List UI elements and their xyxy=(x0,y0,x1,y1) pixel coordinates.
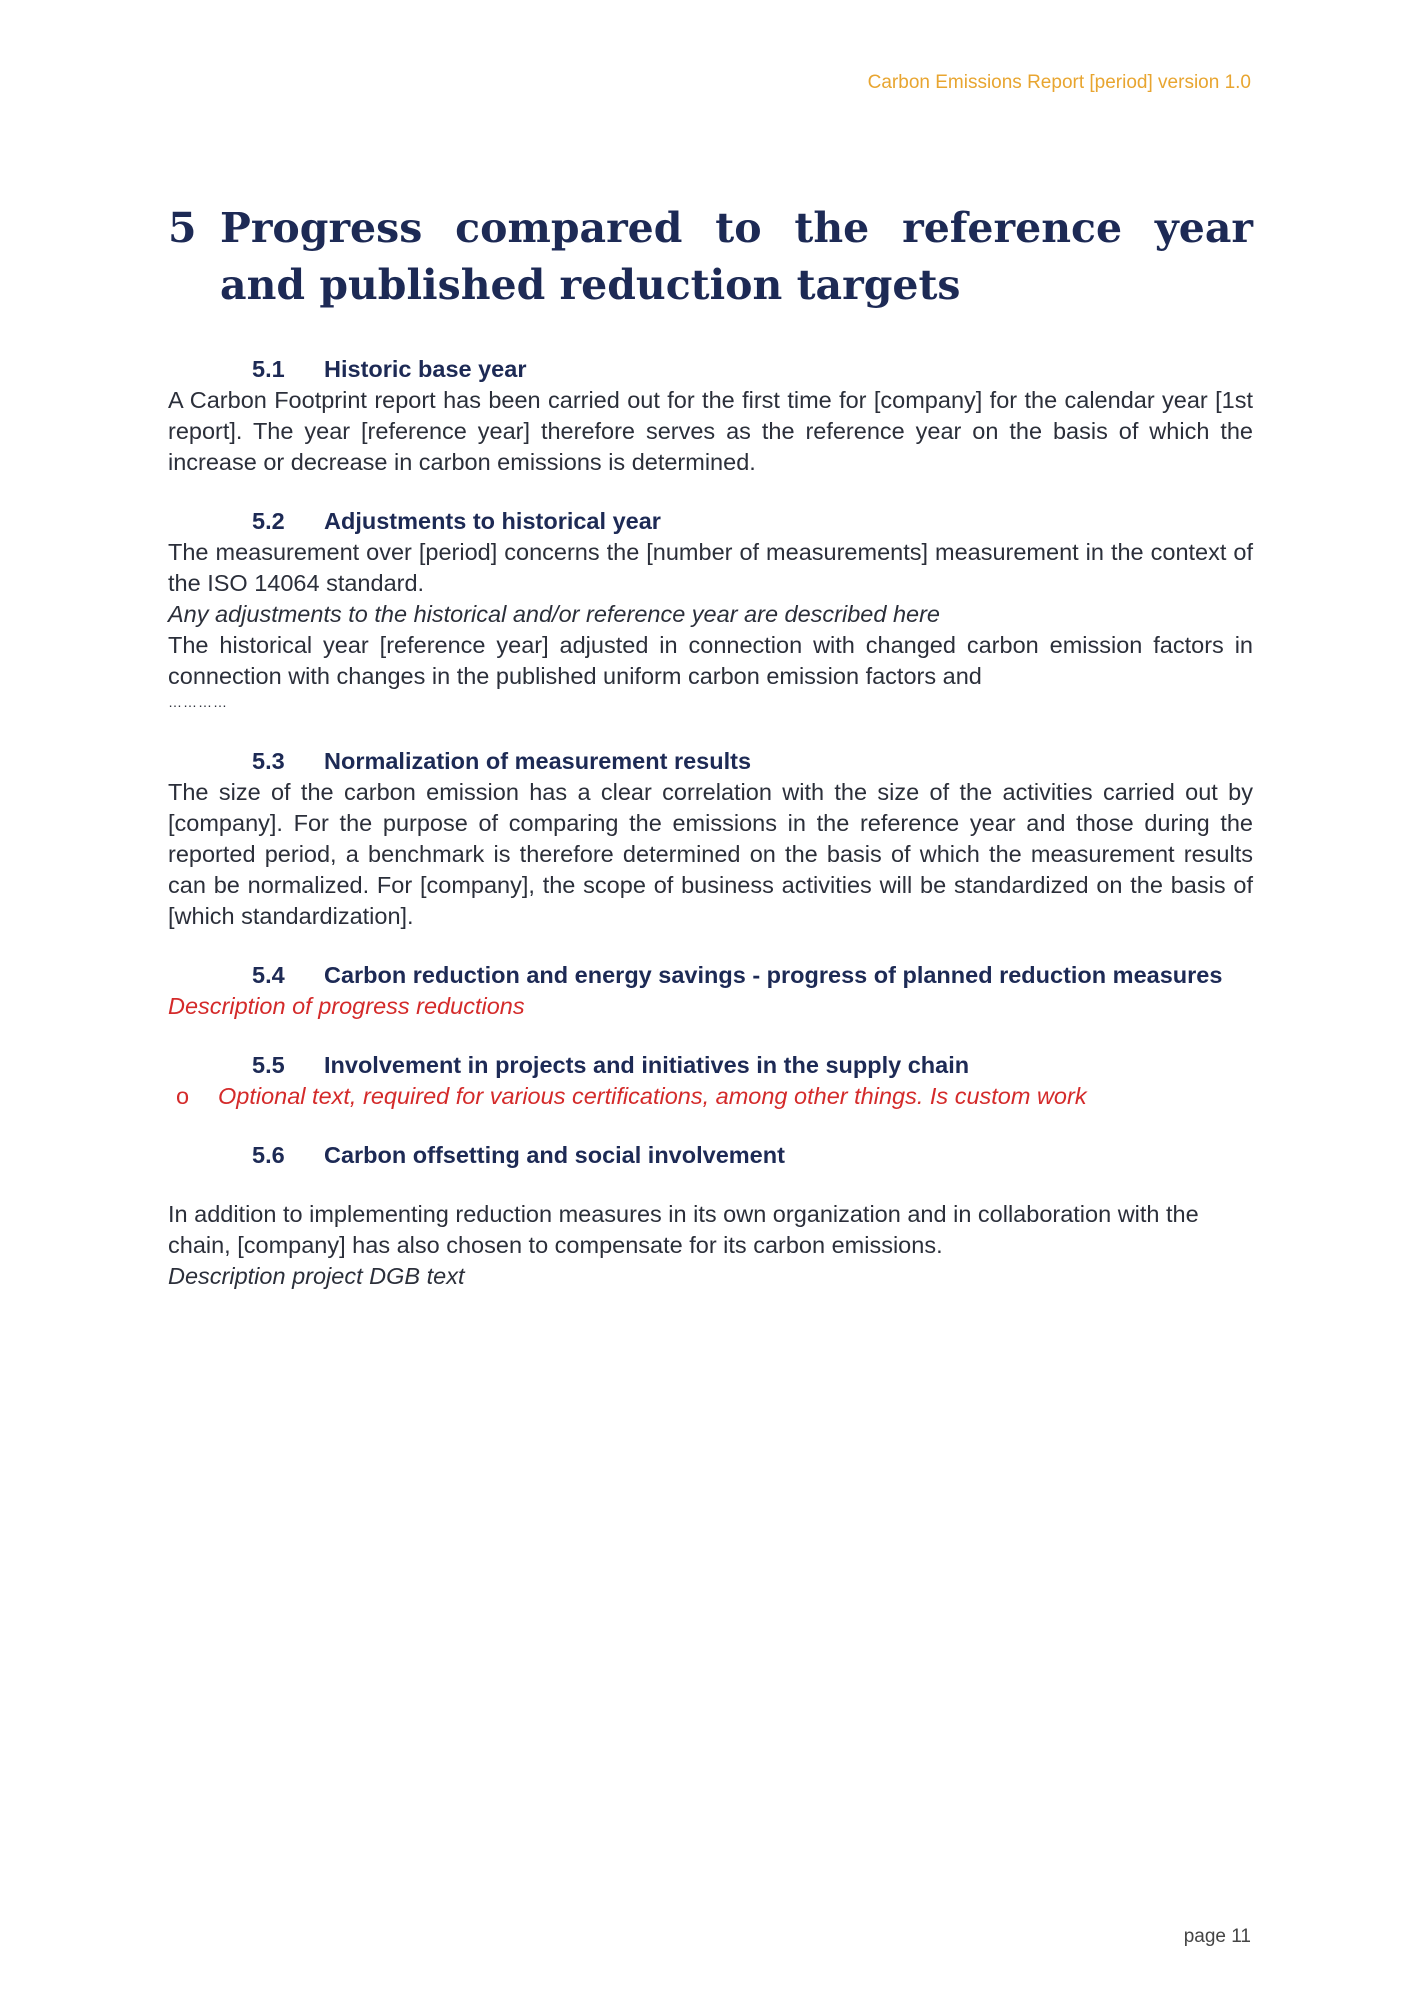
section-title: Normalization of measurement results xyxy=(324,748,752,774)
placeholder-dots: ………… xyxy=(168,694,228,710)
section-number: 5.4 xyxy=(252,962,285,988)
section-number: 5.5 xyxy=(252,1052,285,1078)
section-note: Any adjustments to the historical and/or reference year are described here xyxy=(168,601,941,627)
section-title: Historic base year xyxy=(324,356,527,382)
bullet-text: Optional text, required for various certifications, among other things. Is custom work xyxy=(218,1083,1087,1109)
section-heading-5-3 xyxy=(168,746,1253,777)
section-heading-5-5 xyxy=(168,1050,1253,1081)
section-body-continued: The historical year [reference year] adjusted in connection with changed carbon emission factors in connection with changes in the published uniform carbon emission factors and xyxy=(168,632,1253,689)
section-body: The measurement over [period] concerns the [number of measurements] measurement in the context of the ISO 14064 standard. xyxy=(168,539,1253,596)
section-heading-5-2 xyxy=(168,506,1253,537)
section-title: Involvement in projects and initiatives in the supply chain xyxy=(324,1052,970,1078)
section-body: The size of the carbon emission has a clear correlation with the size of the activities carried out by [company]. For the purpose of comparing the emissions in the reference year and those during the reported period, a benchmark is therefore determined on the basis of which the measurement results can be normalized. For [company], the scope of business activities will be standardized on the basis of [which standardization]. xyxy=(168,779,1253,929)
section-heading-5-6 xyxy=(168,1140,1253,1171)
bullet-item xyxy=(168,1081,1253,1112)
page-number: page 11 xyxy=(1183,1926,1251,1947)
chapter-number: 5 xyxy=(168,204,197,252)
section-number: 5.3 xyxy=(252,748,285,774)
section-title: Carbon reduction and energy savings - progress of planned reduction measures xyxy=(324,962,1223,988)
chapter-title: Progress compared to the reference year and published reduction targets xyxy=(220,204,1253,309)
bullet-marker: o xyxy=(176,1083,190,1109)
section-note: Description project DGB text xyxy=(168,1263,465,1289)
section-heading-5-4 xyxy=(168,960,1253,991)
section-number: 5.2 xyxy=(252,508,285,534)
running-header: Carbon Emissions Report [period] version 1.0 xyxy=(867,72,1251,93)
section-placeholder-text: Description of progress reductions xyxy=(168,993,525,1019)
section-title: Carbon offsetting and social involvement xyxy=(324,1142,785,1168)
page-content xyxy=(168,200,1253,1292)
section-body: In addition to implementing reduction measures in its own organization and in collaboration with the chain, [company] has also chosen to compensate for its carbon emissions. xyxy=(168,1201,1199,1258)
section-number: 5.6 xyxy=(252,1142,285,1168)
chapter-heading xyxy=(168,200,1253,314)
section-title: Adjustments to historical year xyxy=(324,508,661,534)
section-heading-5-1 xyxy=(168,354,1253,385)
section-number: 5.1 xyxy=(252,356,285,382)
section-body: A Carbon Footprint report has been carried out for the first time for [company] for the calendar year [1st report]. The year [reference year] therefore serves as the reference year on the basis of which the increase or decrease in carbon emissions is determined. xyxy=(168,387,1253,475)
